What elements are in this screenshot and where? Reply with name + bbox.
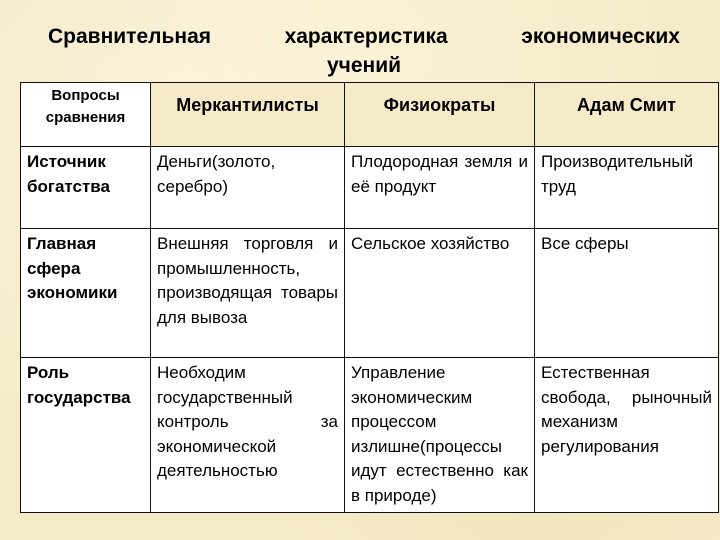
table-row (21, 229, 719, 358)
row-label-state-role: Роль государства (21, 358, 151, 513)
comparison-table (20, 82, 719, 513)
table-cell: Сельское хозяйство (345, 229, 535, 358)
title-line-1 (48, 22, 680, 51)
title-word-2: характеристика (284, 25, 448, 48)
table-cell: Плодородная земля и её продукт (345, 147, 535, 229)
title-line-2: учений (326, 54, 402, 77)
row-label-wealth-source: Источник богатства (21, 147, 151, 229)
table-cell: Производительный труд (535, 147, 719, 229)
header-mercantilists: Меркантилисты (151, 83, 345, 147)
row-label-main-sphere: Главная сфера экономики (21, 229, 151, 358)
table-cell: Деньги(золото, серебро) (151, 147, 345, 229)
title-word-1: Сравнительная (48, 25, 212, 48)
table-cell: Естественная свобода, рыночный механизм регулирования (535, 358, 719, 513)
table-row (21, 358, 719, 513)
table-cell: Управление экономическим процессом излишне(процессы идут естественно как в природе) (345, 358, 535, 513)
header-adam-smith: Адам Смит (535, 83, 719, 147)
header-corner: Вопросы сравнения (21, 83, 151, 147)
table-cell: Внешняя торговля и промышленность, производящая товары для вывоза (151, 229, 345, 358)
title-word-3: экономических (521, 25, 680, 48)
table-cell: Необходим государственный контроль за экономической деятельностью (151, 358, 345, 513)
table-cell: Все сферы (535, 229, 719, 358)
page-title (48, 22, 680, 80)
header-physiocrats: Физиократы (345, 83, 535, 147)
table-header-row (21, 83, 719, 147)
table-row (21, 147, 719, 229)
